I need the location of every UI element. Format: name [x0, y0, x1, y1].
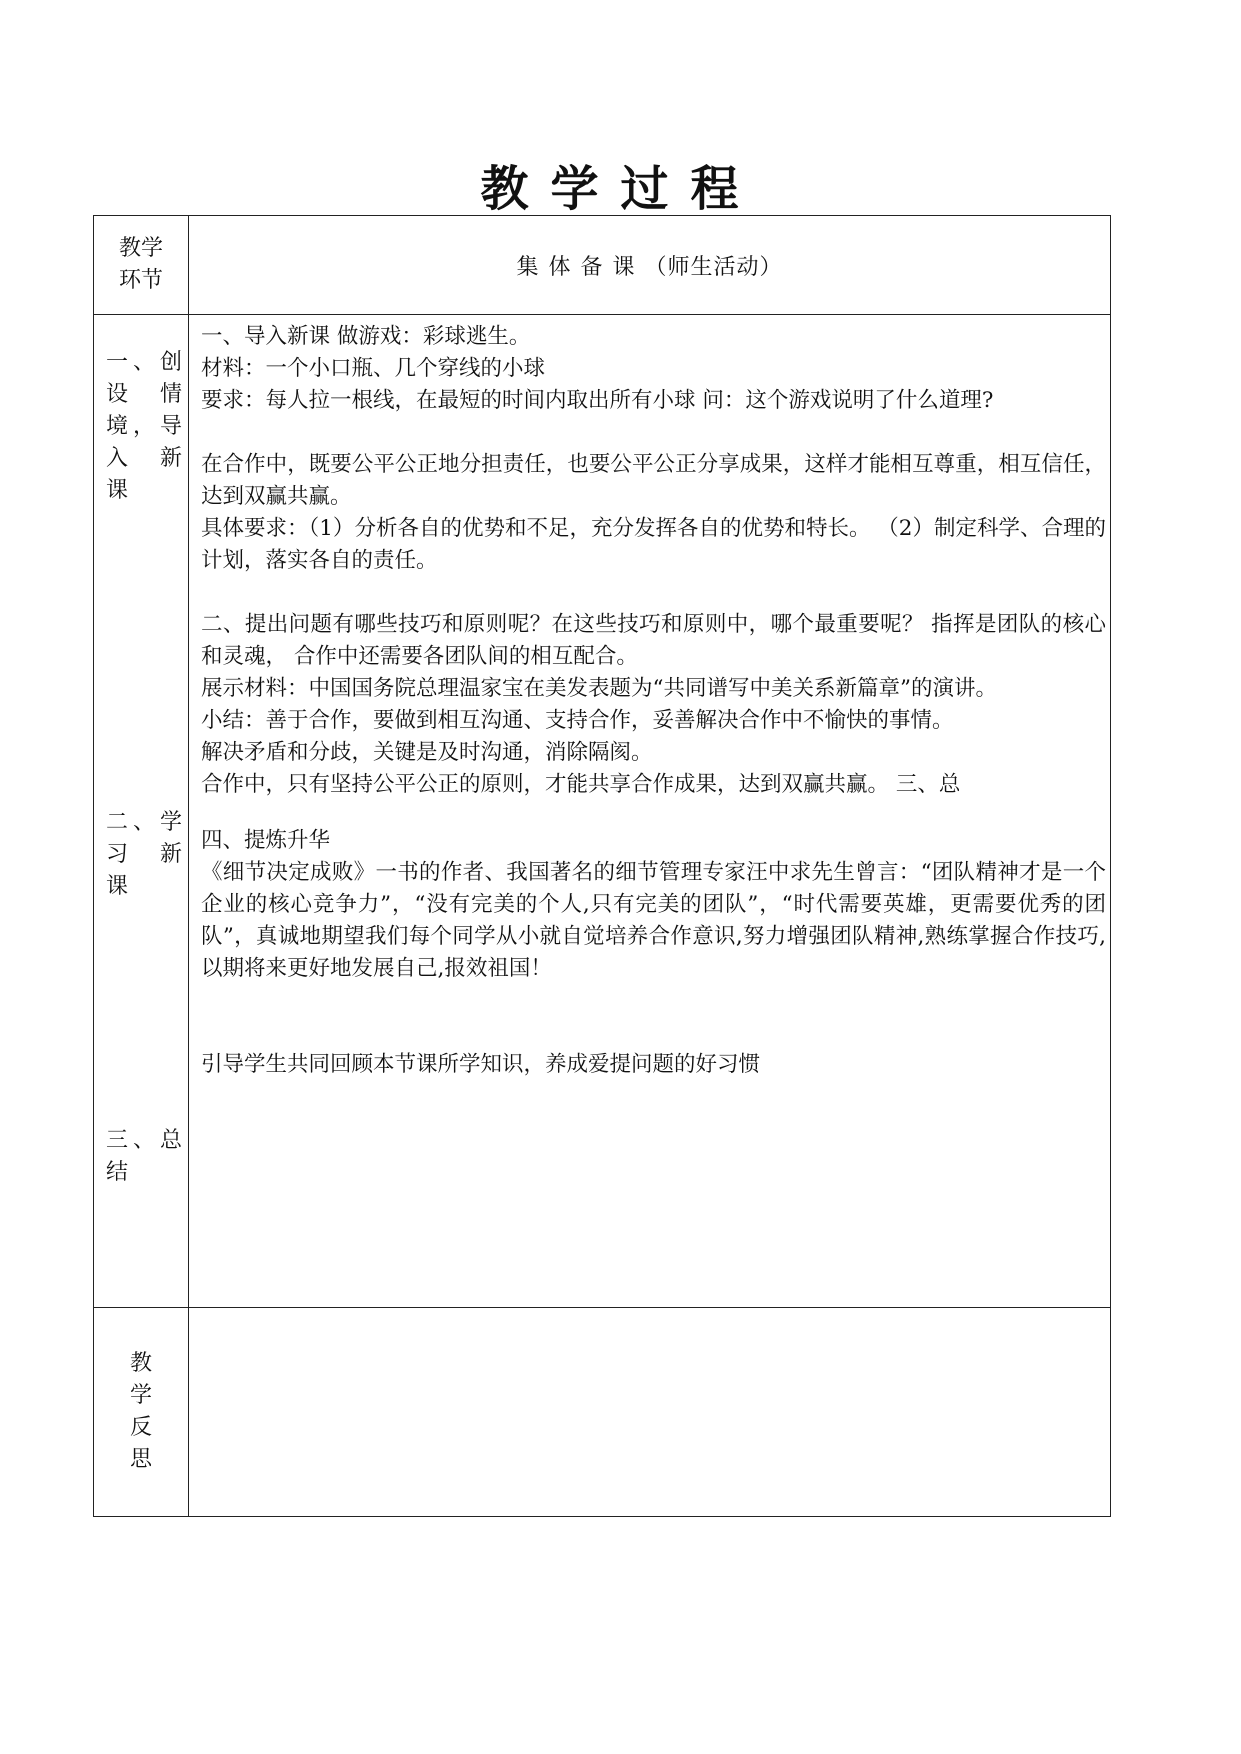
- lesson-table: [93, 215, 1111, 1517]
- header-left-cell: [94, 216, 189, 315]
- content-paragraph: 引导学生共同回顾本节课所学知识，养成爱提问题的好习惯: [201, 1052, 761, 1077]
- header-row: [94, 216, 1111, 315]
- section-label-line: 课: [106, 874, 129, 899]
- content-cell: [189, 315, 1111, 1308]
- header-right-label: 集体备课: [516, 254, 645, 280]
- section-label-line: 设 情: [106, 382, 182, 407]
- section-label-1: [106, 347, 182, 507]
- section-label-3: [106, 1125, 182, 1189]
- section-label-cell: [94, 315, 189, 1308]
- section-label-line: 一、创: [106, 350, 182, 375]
- section-label-line: 课: [106, 478, 129, 503]
- reflection-label-cell: [94, 1308, 189, 1517]
- content-paragraph: 具体要求：（1）分析各自的优势和不足，充分发挥各自的优势和特长。 （2）制定科学、合理的计划，落实各自的责任。: [201, 516, 1106, 573]
- section-label-line: 入 新: [106, 446, 182, 471]
- reflection-label-char: 思: [129, 1447, 152, 1472]
- content-paragraph: 解决矛盾和分歧，关键是及时沟通，消除隔阂。: [201, 740, 653, 765]
- content-paragraph: 小结：善于合作，要做到相互沟通、支持合作，妥善解决合作中不愉快的事情。: [201, 708, 954, 733]
- content-paragraph: 《细节决定成败》一书的作者、我国著名的细节管理专家汪中求先生曾言：“团队精神才是一个企业的核心竞争力”，“没有完美的个人,只有完美的团队”，“时代需要英雄，更需要优秀的团队”，真诚地期望我们每个同学从小就自觉培养合作意识,努力增强团队精神,熟练掌握合作技巧,以期将来更好地发展自己,报效祖国！: [201, 860, 1106, 981]
- header-left-label: 教学 环节: [118, 236, 163, 293]
- section-label-line: 二、学: [106, 810, 182, 835]
- section-label-line: 习 新: [106, 842, 182, 867]
- section-label-line: 三、总: [106, 1128, 182, 1153]
- header-right-cell: [189, 216, 1111, 315]
- content-paragraph: 在合作中，既要公平公正地分担责任，也要公平公正分享成果，这样才能相互尊重，相互信任，达到双赢共赢。: [201, 452, 1106, 509]
- content-paragraph: 四、提炼升华: [201, 828, 331, 853]
- reflection-label-char: 教: [129, 1351, 152, 1376]
- content-paragraph: 材料：一个小口瓶、几个穿线的小球: [201, 356, 546, 381]
- section-label-line: 境，导: [106, 414, 182, 439]
- reflection-content-cell[interactable]: [189, 1308, 1111, 1517]
- content-paragraph: 展示材料：中国国务院总理温家宝在美发表题为“共同谱写中美关系新篇章”的演讲。: [201, 676, 997, 701]
- body-row: [94, 315, 1111, 1308]
- reflection-label-char: 学: [129, 1383, 152, 1408]
- content-paragraph: 二、提出问题有哪些技巧和原则呢？在这些技巧和原则中，哪个最重要呢？ 指挥是团队的核心和灵魂， 合作中还需要各团队间的相互配合。: [201, 612, 1106, 669]
- content-paragraph: 合作中，只有坚持公平公正的原则，才能共享合作成果，达到双赢共赢。 三、总: [201, 772, 961, 797]
- reflection-label-char: 反: [129, 1415, 152, 1440]
- page-title: 教学过程: [480, 161, 761, 217]
- content-paragraph: 一、导入新课 做游戏：彩球逃生。: [201, 324, 531, 349]
- header-right-suffix: （师生活动）: [644, 254, 783, 280]
- content-paragraph: 要求：每人拉一根线，在最短的时间内取出所有小球 问：这个游戏说明了什么道理?: [201, 388, 994, 413]
- reflection-row: [94, 1308, 1111, 1517]
- section-label-2: [106, 807, 182, 903]
- section-label-line: 结: [106, 1160, 129, 1185]
